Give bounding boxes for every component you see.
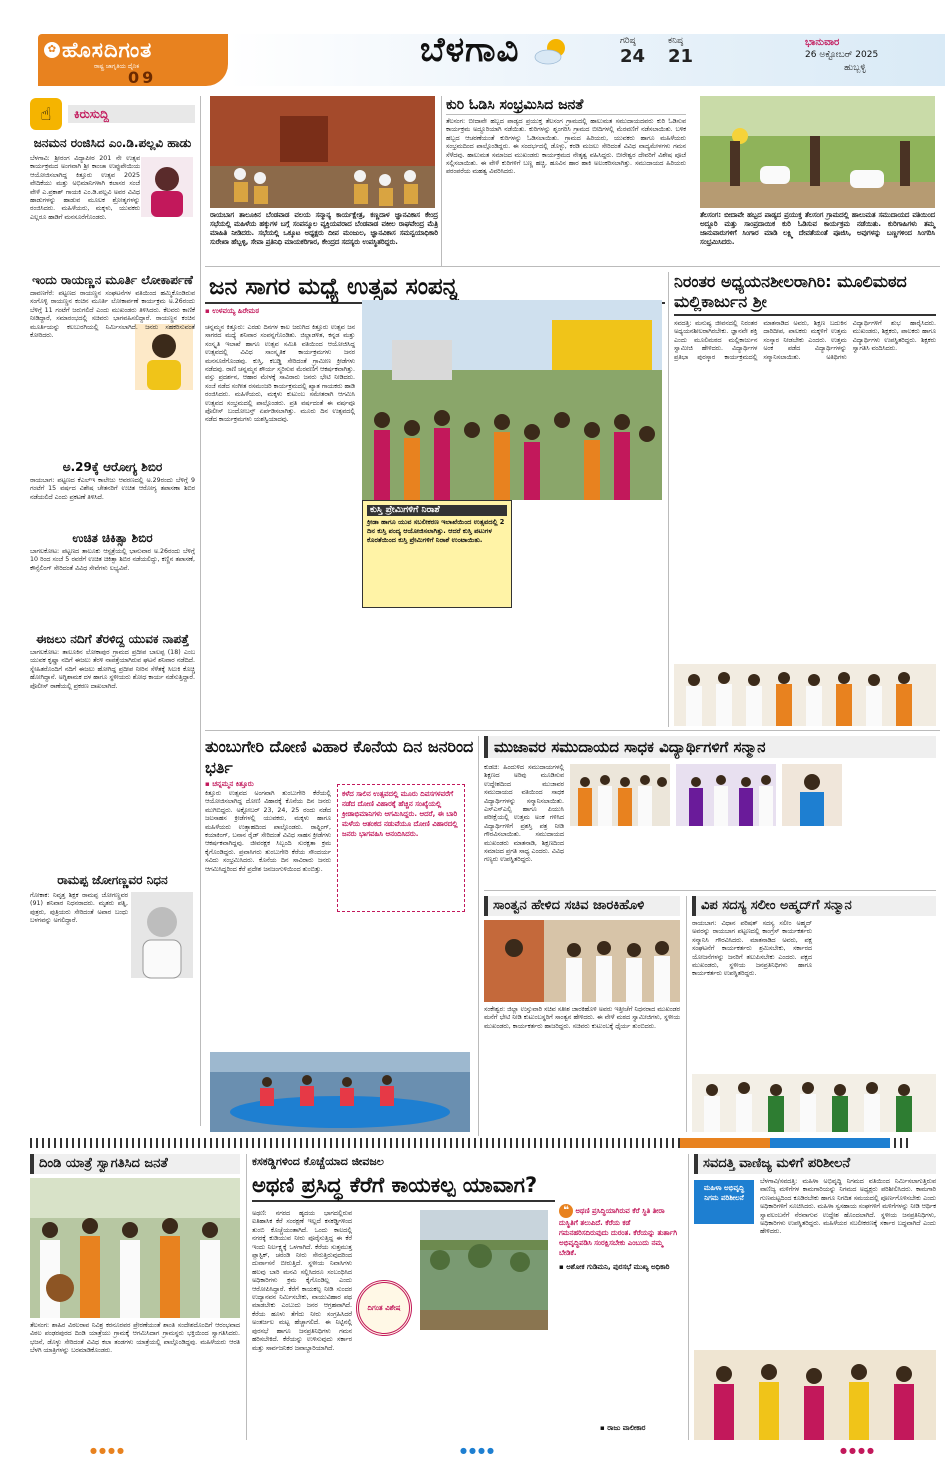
rafting-photo	[210, 1052, 470, 1132]
utsav-body-cont	[518, 502, 663, 718]
max-temp-label: ಗರಿಷ್ಠ	[620, 36, 636, 46]
story-body: ತೆಲಸಂಗ: ಬೀದಾವೇ ಹಬ್ಬದ ಪಾಡ್ಯದ ಪ್ರಯುಕ್ತ ತೆಲಸಂಗ ಗ್ರಾಮದಲ್ಲಿ ಹಾಲುಮತ ಸಮುದಾಯದವರು ಕುರಿ ಓಡಿಸುವ ಕಾರ್ಯಕ್ರಮ ಅದ್ದೂರಿಯಾಗಿ ನಡೆಯಿತು. ಕುರಿಗಳನ್ನು ಶೃಂಗರಿಸಿ ಗ್ರಾಮದ ಬೀದಿಗಳಲ್ಲಿ ಮೆರವಣಿಗೆ ನಡೆಸಲಾಯಿತು. ಬಳಿಕ ಹಬ್ಬದ ಆಚರಣೆಯಂತೆ ಕುರಿಗಳನ್ನು ಓಡಿಸಲಾಯಿತು. ಗ್ರಾಮದ ಹಿರಿಯರು, ಯುವಕರು ಹಾಗೂ ಮಹಿಳೆಯರು ಸಂಭ್ರಮದಿಂದ ಪಾಲ್ಗೊಂಡಿದ್ದರು. ಈ ಸಂದರ್ಭದಲ್ಲಿ ಡೊಳ್ಳು, ಕರಡಿ ಮಜಲು ಸೇರಿದಂತೆ ವಿವಿಧ ವಾದ್ಯಮೇಳಗಳು ಗಮನ ಸೆಳೆದವು. ಹಾಲುಮತ ಸಮಾಜದ ಮುಖಂಡರು ಕಾರ್ಯಕ್ರಮದ ನೇತೃತ್ವ ವಹಿಸಿದ್ದರು. ಬೀರೇಶ್ವರ ದೇವರಿಗೆ ವಿಶೇಷ ಪೂಜೆ ಸಲ್ಲಿಸಲಾಯಿತು. ಈ ವೇಳೆ ಕುರಿಗಳಿಗೆ ಬಣ್ಣ ಹಚ್ಚಿ, ಹೂವಿನ ಹಾರ ಹಾಕಿ ಅಲಂಕರಿಸಲಾಗಿತ್ತು. ಸಮುದಾಯದ ಹಿರಿಯರು ಪರಂಪರೆಯ ಮಹತ್ವ ವಿವರಿಸಿದರು.	[446, 118, 686, 176]
jarkiholi-story	[484, 896, 680, 916]
savadatti-body: ಬೆಳಗಾವಿ/ಸವದತ್ತಿ: ಮಹಿಳಾ ಅಭಿವೃದ್ಧಿ ನಿಗಮದ ವತಿಯಿಂದ ನಿರ್ಮಿಸಲಾಗುತ್ತಿರುವ ವಾಣಿಜ್ಯ ಮಳಿಗೆಗಳ ಕಾಮಗಾರಿಯನ್ನು ನಿಗಮದ ಅಧ್ಯಕ್ಷರು ಪರಿಶೀಲಿಸಿದರು. ಕಾಮಗಾರಿ ಗುಣಮಟ್ಟದಿಂದ ಕೂಡಿರಬೇಕು ಹಾಗೂ ನಿಗದಿತ ಸಮಯದಲ್ಲಿ ಪೂರ್ಣಗೊಳಿಸಬೇಕು ಎಂದು ಅಧಿಕಾರಿಗಳಿಗೆ ಸೂಚಿಸಿದರು. ಮಹಿಳಾ ಸ್ವಸಹಾಯ ಸಂಘಗಳಿಗೆ ಮಳಿಗೆಗಳನ್ನು ನೀಡಿ ಆರ್ಥಿಕ ಸ್ವಾವಲಂಬನೆಗೆ ನೆರವಾಗುವ ಉದ್ದೇಶ ಹೊಂದಲಾಗಿದೆ. ಸ್ಥಳೀಯ ಜನಪ್ರತಿನಿಧಿಗಳು, ಅಧಿಕಾರಿಗಳು ಉಪಸ್ಥಿತರಿದ್ದರು. ಮಹಿಳೆಯರ ಸಬಲೀಕರಣಕ್ಕೆ ಸರ್ಕಾರ ಬದ್ಧವಾಗಿದೆ ಎಂದು ಹೇಳಿದರು.	[760, 1178, 936, 1236]
wrestling-box	[362, 500, 512, 608]
news-body: ರಾಯಬಾಗ: ಪಟ್ಟಣದ ಕೆಎಲ್ಇ ಕಾಲೇಜು ಆವರಣದಲ್ಲಿ ಅ.29ರಂದು ಬೆಳಿಗ್ಗೆ 9 ಗಂಟೆಗೆ 15 ವರ್ಷದ ವಿಶೇಷ ಚೇತನರಿಗೆ ಉಚಿತ ಆರೋಗ್ಯ ತಪಾಸಣಾ ಶಿಬಿರ ನಡೆಯಲಿದೆ ಎಂದು ಪ್ರಕಟಣೆ ತಿಳಿಸಿದೆ.	[30, 477, 195, 501]
masthead	[0, 0, 945, 88]
news-body: ಬಾಗಲಕೋಟ: ಪಟ್ಟಣದ ತಾಲೂಕು ಆಸ್ಪತ್ರೆಯಲ್ಲಿ ಭಾನುವಾರ ಅ.26ರಂದು ಬೆಳಿಗ್ಗೆ 10 ರಿಂದ ಸಂಜೆ 5 ರವರೆಗೆ ಉಚಿತ ಚಿಕಿತ್ಸಾ ಶಿಬಿರ ನಡೆಯಲಿದ್ದು, ಕಣ್ಣಿನ ತಪಾಸಣೆ, ಕೌನ್ಸೆಲಿಂಗ್ ಸೇರಿದಂತೆ ವಿವಿಧ ಸೇವೆಗಳು ಲಭ್ಯವಿವೆ.	[30, 548, 195, 572]
brand-tagline: ರಾಷ್ಟ್ರ ಜಾಗೃತಿಯ ದೈನಿಕ	[94, 63, 140, 70]
edition: ಹುಬ್ಬಳ್ಳಿ	[844, 63, 866, 73]
athani-body-cont	[356, 1342, 546, 1440]
news-body: ಗೋಕಾಕ: ನಿವೃತ್ತ ಶಿಕ್ಷಕ ರಾಮಪ್ಪ ಜೋಗಣ್ಣವರ (91) ಶನಿವಾರ ನಿಧನರಾದರು. ಮೃತರು ಪತ್ನಿ, ಪುತ್ರರು, ಪುತ್ರಿಯರು ಸೇರಿದಂತೆ ಅಪಾರ ಬಂಧು ಬಳಗವನ್ನು ಅಗಲಿದ್ದಾರೆ.	[30, 892, 128, 925]
news-title: ಜನಮನ ರಂಜಿಸಿದ ಎಂ.ಡಿ.ಪಲ್ಲವಿ ಹಾಡು	[33, 136, 192, 150]
mujavar-photo-1	[570, 764, 670, 826]
column-divider	[246, 1154, 247, 1440]
mujavar-body-cont	[570, 830, 842, 884]
athani-body: ಅಥಣಿ: ನಗರದ ಹೃದಯ ಭಾಗದಲ್ಲಿರುವ ಐತಿಹಾಸಿಕ ಕೆರೆ ಸಂರಕ್ಷಣೆ ಇಲ್ಲದೆ ಕಸಕಡ್ಡಿಗಳಿಂದ ತುಂಬಿ ಕೊಚ್ಚೆಯಂತಾಗಿದೆ. ಒಂದು ಕಾಲದಲ್ಲಿ ನಗರಕ್ಕೆ ಕುಡಿಯುವ ನೀರು ಪೂರೈಸುತ್ತಿದ್ದ ಈ ಕೆರೆ ಇಂದು ನಿರ್ಲಕ್ಷ್ಯಕ್ಕೆ ಒಳಗಾಗಿದೆ. ಕೆರೆಯ ಸುತ್ತಮುತ್ತ ಪ್ಲಾಸ್ಟಿಕ್, ಚರಂಡಿ ನೀರು ಸೇರುತ್ತಿರುವುದರಿಂದ ದುರ್ವಾಸನೆ ಬೀರುತ್ತಿದೆ. ಸ್ಥಳೀಯ ನಿವಾಸಿಗಳು ಹಲವು ಬಾರಿ ಮನವಿ ಸಲ್ಲಿಸಿದರೂ ಸಂಬಂಧಿಸಿದ ಅಧಿಕಾರಿಗಳು ಕ್ರಮ ಕೈಗೊಂಡಿಲ್ಲ ಎಂದು ಆರೋಪಿಸಿದ್ದಾರೆ. ಕೆರೆಗೆ ಕಾಯಕಲ್ಪ ನೀಡಿ ಸುಂದರ ಉದ್ಯಾನವನ ನಿರ್ಮಿಸಬೇಕು, ವಾಯುವಿಹಾರ ಪಥ ಮಾಡಬೇಕು ಎಂಬುದು ಜನರ ಆಗ್ರಹವಾಗಿದೆ. ಕೆರೆಯ ಹೂಳು ತೆಗೆದು ನೀರು ಸಂಗ್ರಹಿಸಿದರೆ ಅಂತರ್ಜಲ ಮಟ್ಟ ಹೆಚ್ಚಾಗಲಿದೆ. ಈ ನಿಟ್ಟಿನಲ್ಲಿ ಪುರಸಭೆ ಹಾಗೂ ಜನಪ್ರತಿನಿಧಿಗಳು ಗಮನ ಹರಿಸಬೇಕಿದೆ. ಕೆರೆಯನ್ನು ಉಳಿಸುವುದು ಸರ್ಕಾರ ಮತ್ತು ಸಾರ್ವಜನಿಕರ ಜವಾಬ್ದಾರಿಯಾಗಿದೆ.	[252, 1210, 352, 1352]
reporter-name: ರಾಜು ವಾಲೀಕಾರ	[607, 1424, 646, 1432]
story-body: ಸವದತ್ತಿ: ಮನುಷ್ಯ ಜೀವನದಲ್ಲಿ ನಿರಂತರ ಅಧ್ಯಯನಶೀಲರಾಗಿರಬೇಕು. ಜ್ಞಾನವೇ ಶಕ್ತಿ ಎಂದು ಮೂಲಿಮಠದ ಮಲ್ಲಿಕಾರ್ಜುನ ಸ್ವಾಮೀಜಿ ಹೇಳಿದರು. ವಿದ್ಯಾರ್ಥಿಗಳ ಪ್ರತಿಭಾ ಪುರಸ್ಕಾರ ಕಾರ್ಯಕ್ರಮದಲ್ಲಿ ಮಾತನಾಡಿದ ಅವರು, ಶಿಕ್ಷಣ ಬದುಕಿನ ದಾರಿದೀಪ, ಪಾಲಕರು ಮಕ್ಕಳಿಗೆ ಉತ್ತಮ ಸಂಸ್ಕಾರ ನೀಡಬೇಕು ಎಂದರು. ಉತ್ತಮ ಅಂಕ ಪಡೆದ ವಿದ್ಯಾರ್ಥಿಗಳನ್ನು ಸನ್ಮಾನಿಸಲಾಯಿತು. ಅತಿಥಿಗಳು ವಿದ್ಯಾರ್ಥಿಗಳಿಗೆ ಶುಭ ಹಾರೈಸಿದರು. ಮುಖಂಡರು, ಶಿಕ್ಷಕರು, ಪಾಲಕರು ಹಾಗೂ ವಿದ್ಯಾರ್ಥಿಗಳು ಉಪಸ್ಥಿತರಿದ್ದರು. ಶಿಕ್ಷಕರು ಸ್ವಾಗತಿಸಿ ವಂದಿಸಿದರು.	[674, 320, 936, 361]
savadatti-story	[694, 1154, 936, 1174]
kirusuddi-header	[30, 96, 195, 132]
mujavar-photo-3	[782, 764, 842, 826]
story-title: ವಿಪ ಸದಸ್ಯ ಸಲೀಂ ಅಹ್ಮದ್‌ಗೆ ಸನ್ಮಾನ	[692, 896, 936, 916]
box-title: ಕುಸ್ತಿ ಪ್ರೇಮಿಗಳಿಗೆ ನಿರಾಶೆ	[367, 505, 507, 516]
dindi-caption: ತೆಲಸಂಗ: ಶಾಹಿರ ವಿಠಲರಾವ ನಿವಿಶ್ರ ಕರನೂರವರ ಪ್ರೇರಣೆಯಂತೆ ಶಾಂತಿ ಸಂದೇಶದೊಂದಿಗೆ ಆರಂಭವಾದ ವಿಠಲ ಪಂಢರಪುರದ ದಿಂಡಿ ಯಾತ್ರೆಯು ಗ್ರಾಮಕ್ಕೆ ಆಗಮಿಸಿದಾಗ ಗ್ರಾಮಸ್ಥರು ಭಕ್ತಿಯಿಂದ ಸ್ವಾಗತಿಸಿದರು. ಭಜನೆ, ಡೊಳ್ಳು ಸೇರಿದಂತೆ ವಿವಿಧ ಕಲಾ ತಂಡಗಳು ಯಾತ್ರೆಯಲ್ಲಿ ಪಾಲ್ಗೊಂಡಿದ್ದವು. ಮಹಿಳೆಯರು ಆರತಿ ಬೆಳಗಿ ಯಾತ್ರಿಗಳನ್ನು ಬರಮಾಡಿಕೊಂಡರು.	[30, 1322, 240, 1355]
min-temp-block	[668, 36, 693, 67]
news-title: ಅ.29ಕ್ಕೆ ಆರೋಗ್ಯ ಶಿಬಿರ	[62, 460, 163, 474]
column-divider	[688, 1154, 689, 1440]
kuri-story	[446, 96, 686, 268]
story-title: ಸವದತ್ತಿ ವಾಣಿಜ್ಯ ಮಳಿಗೆ ಪರಿಶೀಲನೆ	[694, 1154, 936, 1174]
news-item	[30, 888, 195, 998]
quote-attribution: ▪ ಅಶೋಕ ಗುಡಿಮನಿ, ಪುರಸಭೆ ಮುಖ್ಯ ಅಧಿಕಾರಿ	[559, 1263, 670, 1271]
dindi-photo	[30, 1178, 240, 1318]
story-title: ತುಂಬುಗೇರಿ ದೋಣಿ ವಿಹಾರ ಕೊನೆಯ ದಿನ ಜನರಿಂದ ಭರ್ತಿ	[205, 737, 474, 777]
story-title: ಸಾಂತ್ವನ ಹೇಳಿದ ಸಚಿವ ಜಾರಕಿಹೊಳಿ	[484, 896, 680, 916]
min-temp-label: ಕನಿಷ್ಠ	[668, 36, 684, 46]
story-title: ಅಥಣಿ ಪ್ರಸಿದ್ಧ ಕೆರೆಗೆ ಕಾಯಕಲ್ಪ ಯಾವಾಗ?	[252, 1170, 682, 1202]
news-body: ಬೆಳಗಾವಿ: ಶ್ರೀರಂಗ ವಿದ್ಯಾಪೀಠ 201 ನೇ ಉತ್ಸವ ಕಾರ್ಯಕ್ರಮದ ಅಂಗವಾಗಿ ಶ್ರೀ ಕಾಂಚಾ ಉಪ್ಪುಪೇಯಿಯ ಆಯೋಜಿಸಲಾಗಿದ್ದ ಕಿತ್ತೂರು ಉತ್ಸವ 2025 ವೇದಿಕೆಯು ಮತ್ತು ಅಭಿಮಾನಿಗಳಾಗಿ ಕಲಾಸರ ಸಂಜೆ ವೇಳೆ ಎ.ಪ್ರಕಾಶ್ ಗಾಯಕಿ ಎಂ.ಡಿ.ಪಲ್ಲವಿ ಅವರ ವಿವಿಧ ಹಾಡುಗಳನ್ನು ಹಾಡುವ ಮೂಲಕ ಶ್ರೋತೃಗಳನ್ನು ರಂಜಿಸಿದರು. ಮಹಿಳೆಯರು, ಮಕ್ಕಳು, ಯುವಕರು ಎಲ್ಲರೂ ಹಾಡಿಗೆ ಮನಸೂರೆಗೊಂಡರು.	[30, 155, 140, 221]
mujavar-story	[484, 736, 936, 758]
orange-bar	[680, 1138, 770, 1148]
story-byline: ▪ ಉಳವಯ್ಯ ಹಿರೇಮಠ	[205, 307, 260, 315]
row-divider	[205, 730, 940, 731]
kuri-photo	[700, 96, 935, 208]
story-title: ಮುಜಾವರ ಸಮುದಾಯದ ಸಾಧಕ ವಿದ್ಯಾರ್ಥಿಗಳಿಗೆ ಸನ್ಮಾನ	[484, 736, 936, 758]
color-registration-marks: ●●●●	[90, 1446, 126, 1455]
date-block	[805, 36, 935, 75]
box-body: ಕ್ರೀಡಾ ಹಾಗೂ ಯುವ ಸಬಲೀಕರಣ ಇಲಾಖೆಯಿಂದ ಉತ್ಸವದಲ್ಲಿ 2 ದಿನ ಕುಸ್ತಿ ಪಂದ್ಯ ಆಯೋಜಿಸಲಾಗಿತ್ತು. ಆದರೆ ಕುಸ್ತಿ ಪಟುಗಳ ಕೊರತೆಯಿಂದ ಕುಸ್ತಿ ಪ್ರೇಮಿಗಳಿಗೆ ನಿರಾಶೆ ಉಂಟಾಯಿತು.	[367, 518, 505, 544]
column-divider	[200, 96, 201, 1126]
boating-callout: ಕಳೆದ ಸಾಲಿನ ಉತ್ಸವದಲ್ಲಿ ಮೂರು ದಿವಸಗಳವರೆಗೆ ನಡೆದ ದೋಣಿ ವಿಹಾರಕ್ಕೆ ಹೆಚ್ಚಿನ ಸಂಖ್ಯೆಯಲ್ಲಿ ಕ್ರೀಡಾಭಿಮಾನಿಗಳು ಆಗಮಿಸಿದ್ದರು. ಆದರೆ, ಈ ಬಾರಿ ಮಳೆಯ ಆತಂಕದ ನಡುವೆಯೂ ದೋಣಿ ವಿಹಾರದಲ್ಲಿ ಜನರು ಭಾಗವಹಿಸಿ ಆನಂದಿಸಿದರು.	[337, 784, 465, 912]
saleem-story	[692, 896, 936, 916]
column-divider	[686, 896, 687, 1132]
crowd-photo	[362, 300, 662, 500]
quote-text: ಅಥಣಿ ಪ್ರಸಿದ್ಧಿಯಾಗಿರುವ ಕೆರೆ ಸ್ಥಿತಿ ತೀರಾ ದುಸ್ಥಿತಿಗೆ ತಲುಪಿದೆ. ಕೆರೆಯ ಕಡೆ ಗಮನಹರಿಸದಿರುವುದು ದುರಂತ. ಕೆರೆಯನ್ನು ತುರ್ತಾಗಿ ಅಭಿವೃದ್ಧಿಪಡಿಸಿ ಸಂರಕ್ಷಿಸಬೇಕು ಎಂಬುದು ನಮ್ಮ ಬೇಡಿಕೆ.	[559, 1207, 678, 1257]
athani-body-cont	[552, 1342, 682, 1422]
utsav-body-cont	[362, 614, 512, 722]
savadatti-photo	[694, 1350, 936, 1440]
kirusuddi-column	[30, 96, 195, 1126]
news-title: ಉಚಿತ ಚಿಕಿತ್ಸಾ ಶಿಬಿರ	[72, 531, 153, 545]
mallikarjun-story	[674, 272, 936, 660]
row-divider	[484, 890, 936, 891]
story-title: ನಿರಂತರ ಅಧ್ಯಯನಶೀಲರಾಗಿರಿ: ಮೂಲಿಮಠದ ಮಲ್ಲಿಕಾರ್ಜುನ ಶ್ರೀ	[674, 272, 936, 316]
story-title: ದಿಂಡಿ ಯಾತ್ರೆ ಸ್ವಾಗತಿಸಿದ ಜನತೆ	[30, 1154, 240, 1174]
max-temp: 24	[620, 46, 646, 67]
felicitation-photo	[674, 664, 936, 726]
lotus-icon: ✿	[44, 42, 60, 58]
meeting-photo	[210, 96, 435, 208]
athani-story	[252, 1154, 682, 1202]
news-title: ರಾಮಪ್ಪ ಜೋಗಣ್ಣವರ ನಿಧನ	[57, 873, 168, 887]
savadatti-badge: ಮಹಿಳಾ ಅಭಿವೃದ್ಧಿ ನಿಗಮ ಪರಿಶೀಲನೆ	[694, 1180, 754, 1224]
brand-logo	[38, 34, 228, 86]
tumbageri-story	[205, 736, 475, 789]
weather-sun-cloud-icon	[532, 36, 572, 66]
jarkiholi-photo	[484, 920, 680, 1002]
quote-by: ಅಶೋಕ ಗುಡಿಮನಿ, ಪುರಸಭೆ ಮುಖ್ಯ ಅಧಿಕಾರಿ	[566, 1263, 670, 1271]
quote-icon: ❝	[559, 1204, 573, 1218]
pointing-hand-icon: ☝	[30, 98, 62, 130]
saleem-photo	[692, 1074, 936, 1132]
color-registration-marks: ●●●●	[460, 1446, 496, 1455]
tumbageri-body: ಕಿತ್ತೂರು ಉತ್ಸವದ ಅಂಗವಾಗಿ ತುಂಬುಗೇರಿ ಕೆರೆಯಲ್ಲಿ ಆಯೋಜಿಸಲಾಗಿದ್ದ ದೋಣಿ ವಿಹಾರಕ್ಕೆ ಕೊನೆಯ ದಿನ ಜನರು ಮುಗಿಬಿದ್ದರು. ಅಕ್ಟೋಬರ್ 23, 24, 25 ರಂದು ನಡೆದ ಜಲಸಾಹಸ ಕ್ರೀಡೆಗಳಲ್ಲಿ ಯುವಕರು, ಮಕ್ಕಳು ಹಾಗೂ ಮಹಿಳೆಯರು ಉತ್ಸಾಹದಿಂದ ಪಾಲ್ಗೊಂಡರು. ರಾಫ್ಟಿಂಗ್, ಕಯಾಕಿಂಗ್, ಬನಾನ ರೈಡ್ ಸೇರಿದಂತೆ ವಿವಿಧ ಸಾಹಸ ಕ್ರೀಡೆಗಳು ಆಕರ್ಷಕವಾಗಿದ್ದವು. ಜೀವರಕ್ಷಕ ಸಿಬ್ಬಂದಿ ಸುರಕ್ಷತಾ ಕ್ರಮ ಕೈಗೊಂಡಿದ್ದರು. ಪ್ರವಾಸಿಗರು ತುಂಬುಗೇರಿ ಕೆರೆಯ ಸೌಂದರ್ಯ ಸವಿದು ಸಂಭ್ರಮಿಸಿದರು. ಕೊನೆಯ ದಿನ ಸಾವಿರಾರು ಜನರು ಆಗಮಿಸಿದ್ದರಿಂದ ಕೆರೆ ಪ್ರದೇಶ ಜನಜಂಗುಳಿಯಿಂದ ತುಂಬಿತ್ತು.	[205, 790, 331, 873]
city-name: ಬೆಳಗಾವಿ	[420, 30, 520, 70]
byline-name: ಚನ್ನಮ್ಮನ ಕಿತ್ತೂರು	[212, 780, 254, 788]
mujavar-photo-2	[676, 764, 776, 826]
quote-box	[555, 1200, 683, 1340]
weekday: ಭಾನುವಾರ	[805, 37, 840, 48]
kirusuddi-label: ಕಿರುಸುದ್ದಿ	[68, 105, 195, 123]
statue-photo	[135, 324, 193, 390]
color-registration-marks: ●●●●	[840, 1446, 876, 1455]
row-divider	[205, 266, 940, 267]
story-byline: ▪ ಚನ್ನಮ್ಮನ ಕಿತ್ತೂರು	[205, 780, 254, 788]
meeting-caption: ರಾಯಬಾಗ ತಾಲೂಕಿನ ಬೆಂಡವಾಡ ವಲಯ ಸನ್ಮಾನ್ಯ ಕಾರ್ಯಕ್ಷೇತ್ರ, ಕಣ್ಣದಾಳ ಜ್ಞಾನವಿಕಾಸ ಕೇಂದ್ರ ಸಭೆಯಲ್ಲಿ ಮಹಿಳೆಯ ಹಕ್ಕುಗಳ ಬಗ್ಗೆ ಸಂಪನ್ಮೂಲ ವ್ಯಕ್ತಿಯವರಾದ ಬೆಂಡವಾಡ ವಕೀಲ ರಾಘವೇಂದ್ರ ಮೆತ್ರಿ ಮಾಹಿತಿ ನೀಡಿದರು. ಸಭೆಯಲ್ಲಿ ಒಕ್ಕೂಟ ಅಧ್ಯಕ್ಷರು ದೀಪ ಮಂಜುಲ, ಜ್ಞಾನವಿಕಾಸ ಸಮನ್ವಯಾಧಿಕಾರಿ ಸುರೇಖಾ ಹೆಬ್ಬಳ್ಳಿ, ಸೇವಾ ಪ್ರತಿನಿಧಿ ಮಾಯಕರಿಗಾರ, ಕೇಂದ್ರದ ಸದಸ್ಯರು ಉಪಸ್ಥಿತರಿದ್ದರು.	[210, 211, 438, 246]
lake-photo	[420, 1210, 548, 1330]
tumbageri-body-cont	[337, 918, 467, 1048]
column-divider	[668, 272, 669, 727]
blue-bar	[770, 1138, 890, 1148]
story-title: ಕುರಿ ಓಡಿಸಿ ಸಂಭ್ರಮಿಸಿದ ಜನತೆ	[446, 96, 686, 115]
column-divider	[441, 96, 442, 266]
dindi-story	[30, 1154, 240, 1174]
byline-name: ಉಳವಯ್ಯ ಹಿರೇಮಠ	[212, 307, 260, 315]
saleem-body-cont	[818, 920, 936, 1070]
max-temp-block	[620, 36, 645, 67]
mujavar-body: ಕುಡಚಿ: ಹಿಂದುಳಿದ ಸಮುದಾಯಗಳಲ್ಲಿ ಶಿಕ್ಷಣದ ಅರಿವು ಮೂಡಿಸುವ ಉದ್ದೇಶದಿಂದ ಮುಜಾವರ ಸಮುದಾಯದ ವತಿಯಿಂದ ಸಾಧಕ ವಿದ್ಯಾರ್ಥಿಗಳನ್ನು ಸನ್ಮಾನಿಸಲಾಯಿತು. ಎಸ್ಎಸ್ಎಲ್ಸಿ ಹಾಗೂ ಪಿಯುಸಿ ಪರೀಕ್ಷೆಯಲ್ಲಿ ಉತ್ತಮ ಅಂಕ ಗಳಿಸಿದ ವಿದ್ಯಾರ್ಥಿಗಳಿಗೆ ಪ್ರಶಸ್ತಿ ಪತ್ರ ನೀಡಿ ಗೌರವಿಸಲಾಯಿತು. ಸಮುದಾಯದ ಮುಖಂಡರು ಮಾತನಾಡಿ, ಶಿಕ್ಷಣದಿಂದ ಸಮಾಜದ ಪ್ರಗತಿ ಸಾಧ್ಯ ಎಂದರು. ವಿವಿಧ ಗಣ್ಯರು ಉಪಸ್ಥಿತರಿದ್ದರು.	[484, 764, 564, 864]
singer-photo	[141, 157, 193, 217]
jarkiholi-body: ಸಂಕೇಶ್ವರ: ಜಿಲ್ಲಾ ಉಸ್ತುವಾರಿ ಸಚಿವ ಸತೀಶ ಜಾರಕಿಹೊಳಿ ಅವರು ಇತ್ತೀಚೆಗೆ ನಿಧನರಾದ ಮುಖಂಡರ ಮನೆಗೆ ಭೇಟಿ ನೀಡಿ ಕುಟುಂಬಸ್ಥರಿಗೆ ಸಾಂತ್ವನ ಹೇಳಿದರು. ಈ ವೇಳೆ ಮಠದ ಸ್ವಾಮೀಜಿಗಳು, ಸ್ಥಳೀಯ ಮುಖಂಡರು, ಕಾರ್ಯಕರ್ತರು ಹಾಜರಿದ್ದರು. ಸಚಿವರು ಕುಟುಂಬಕ್ಕೆ ಧೈರ್ಯ ತುಂಬಿದರು.	[484, 1006, 680, 1030]
kuri-caption: ತೆಲಸಂಗ: ಬೀದಾವೇ ಹಬ್ಬದ ಪಾಡ್ಯದ ಪ್ರಯುಕ್ತ ತೆಲಸಂಗ ಗ್ರಾಮದಲ್ಲಿ ಹಾಲುಮತ ಸಮುದಾಯದ ವತಿಯಿಂದ ಅದ್ದೂರಿ ಮತ್ತು ಸಾಂಪ್ರದಾಯಿಕ ಕುರಿ ಓಡಿಸುವ ಕಾರ್ಯಕ್ರಮ ನಡೆಯಿತು. ಕುರಿಗಾಹಿಗಳು ತಮ್ಮ ಜಾನುವಾರುಗಳಿಗೆ ಸಿಂಗಾರ ಮಾಡಿ ಲಕ್ಷ್ಮಿ ದೇವತೆಯಂತೆ ಪೂಜಿಸಿ, ಅವುಗಳನ್ನು ಬಣ್ಣಗಳಿಂದ ಸಿಂಗರಿಸಿ ಸಂಭ್ರಮಿಸಿದರು.	[700, 211, 935, 246]
news-item	[30, 288, 195, 460]
news-title: ಈಜಲು ನದಿಗೆ ತೆರಳಿದ್ದ ಯುವಕ ನಾಪತ್ತೆ	[36, 632, 189, 646]
savadatti-body-cont	[694, 1228, 936, 1346]
brand-name: ಹೊಸದಿಗಂತ	[62, 38, 153, 62]
utsav-body: ಚನ್ನಮ್ಮನ ಕಿತ್ತೂರು: ಎರಡು ದಿನಗಳ ಕಾಲ ಜರುಗಿದ ಕಿತ್ತೂರು ಉತ್ಸವ ಜನ ಸಾಗರದ ಮಧ್ಯೆ ಶನಿವಾರ ಸಂಪನ್ನಗೊಂಡಿತು. ಜಿಲ್ಲಾಡಳಿತ, ಕನ್ನಡ ಮತ್ತು ಸಂಸ್ಕೃತಿ ಇಲಾಖೆ ಹಾಗೂ ಉತ್ಸವ ಸಮಿತಿ ವತಿಯಿಂದ ಆಯೋಜಿಸಿದ್ದ ಉತ್ಸವದಲ್ಲಿ ವಿವಿಧ ಸಾಂಸ್ಕೃತಿಕ ಕಾರ್ಯಕ್ರಮಗಳು ಜನರ ಮನಸೂರೆಗೊಂಡವು. ಕುಸ್ತಿ, ಕಬಡ್ಡಿ ಸೇರಿದಂತೆ ಗ್ರಾಮೀಣ ಕ್ರೀಡೆಗಳು ನಡೆದವು. ರಾಣಿ ಚನ್ನಮ್ಮನ ಶೌರ್ಯ ಸ್ಮರಿಸುವ ಮೆರವಣಿಗೆ ಆಕರ್ಷಕವಾಗಿತ್ತು. ವಸ್ತು ಪ್ರದರ್ಶನ, ಆಹಾರ ಮೇಳಕ್ಕೆ ಸಾವಿರಾರು ಜನರು ಭೇಟಿ ನೀಡಿದರು. ಸಂಜೆ ನಡೆದ ಸಂಗೀತ ರಸಮಂಜರಿ ಕಾರ್ಯಕ್ರಮದಲ್ಲಿ ಖ್ಯಾತ ಗಾಯಕರು ಹಾಡಿ ರಂಜಿಸಿದರು. ಮಹಿಳೆಯರು, ಮಕ್ಕಳು ಕುಟುಂಬ ಸಮೇತರಾಗಿ ಆಗಮಿಸಿ ಉತ್ಸವದ ಸಂಭ್ರಮದಲ್ಲಿ ಪಾಲ್ಗೊಂಡರು. ಪ್ರತಿ ವರ್ಷದಂತೆ ಈ ವರ್ಷವೂ ಪೊಲೀಸ್ ಬಂದೋಬಸ್ತ್ ಏರ್ಪಡಿಸಲಾಗಿತ್ತು. ಮೂರು ದಿನ ಉತ್ಸವದಲ್ಲಿ ನಡೆದ ಕಾರ್ಯಕ್ರಮಗಳು ಯಶಸ್ವಿಯಾದವು.	[205, 324, 355, 424]
min-temp: 21	[668, 46, 694, 67]
mujavar-body-cont	[848, 764, 936, 884]
column-divider	[478, 736, 479, 1136]
story-title: ಜನ ಸಾಗರ ಮಧ್ಯೆ ಉತ್ಸವ ಸಂಪನ್ನ	[205, 272, 665, 304]
page-number: 09	[128, 68, 157, 87]
date: 26 ಅಕ್ಟೋಬರ್ 2025	[805, 50, 879, 60]
news-title: ಇಂದು ರಾಯಣ್ಣನ ಮೂರ್ತಿ ಲೋಕಾರ್ಪಣೆ	[32, 273, 193, 287]
news-item	[30, 151, 195, 273]
news-body: ಬಾಗಲಕೋಟ: ತಾಲೂಕಿನ ಲೋಕಾಪುರ ಗ್ರಾಮದ ಪ್ರದೀಪ ಬಾಲಪ್ಪ (18) ಎಂಬ ಯುವಕ ಕೃಷ್ಣಾ ನದಿಗೆ ಈಜಲು ತೆರಳಿ ನಾಪತ್ತೆಯಾಗಿರುವ ಘಟನೆ ಶನಿವಾರ ನಡೆದಿದೆ. ಸ್ನೇಹಿತರೊಂದಿಗೆ ನದಿಗೆ ಈಜಲು ಹೋಗಿದ್ದ ಪ್ರದೀಪ ನೀರಿನ ಸೆಳೆತಕ್ಕೆ ಸಿಲುಕಿ ಕೊಚ್ಚಿ ಹೋಗಿದ್ದಾನೆ. ಅಗ್ನಿಶಾಮಕ ದಳ ಹಾಗೂ ಸ್ಥಳೀಯರು ಶೋಧ ಕಾರ್ಯ ನಡೆಸುತ್ತಿದ್ದಾರೆ. ಪೊಲೀಸ್ ಠಾಣೆಯಲ್ಲಿ ಪ್ರಕರಣ ದಾಖಲಾಗಿದೆ.	[30, 649, 195, 690]
obituary-photo	[131, 892, 193, 978]
digant-vishesha-seal: ದಿಗಂತ ವಿಶೇಷ	[356, 1280, 412, 1336]
saleem-body: ರಾಯಬಾಗ: ವಿಧಾನ ಪರಿಷತ್ ಸದಸ್ಯ ಸಲೀಂ ಅಹ್ಮದ್ ಅವರನ್ನು ರಾಯಬಾಗ ಪಟ್ಟಣದಲ್ಲಿ ಕಾಂಗ್ರೆಸ್ ಕಾರ್ಯಕರ್ತರು ಸನ್ಮಾನಿಸಿ ಗೌರವಿಸಿದರು. ಮಾತನಾಡಿದ ಅವರು, ಪಕ್ಷ ಸಂಘಟನೆಗೆ ಕಾರ್ಯಕರ್ತರು ಶ್ರಮಿಸಬೇಕು, ಸರ್ಕಾರದ ಯೋಜನೆಗಳನ್ನು ಜನರಿಗೆ ತಲುಪಿಸಬೇಕು ಎಂದರು. ಪಕ್ಷದ ಮುಖಂಡರು, ಸ್ಥಳೀಯ ಜನಪ್ರತಿನಿಧಿಗಳು ಹಾಗೂ ಕಾರ್ಯಕರ್ತರು ಉಪಸ್ಥಿತರಿದ್ದರು.	[692, 920, 812, 978]
story-kicker: ಕಸಕಡ್ಡಿಗಳಿಂದ ಕೊಚ್ಚೆಯಾದ ಜೀವಜಲ	[252, 1155, 384, 1168]
news-body: ದಾವಣಗೆರೆ: ಪಟ್ಟಣದ ರಾಯಣ್ಣನ ಸಂಘಟನೆಗಳ ವತಿಯಿಂದ ಹಮ್ಮಿಕೊಂಡಿರುವ ಸಂಗೊಳ್ಳಿ ರಾಯಣ್ಣನ ಕಂಚಿನ ಮೂರ್ತಿ ಲೋಕಾರ್ಪಣೆ ಕಾರ್ಯಕ್ರಮ ಅ.26ರಂದು ಬೆಳಿಗ್ಗೆ 11 ಗಂಟೆಗೆ ಜರುಗಲಿದೆ ಎಂದು ಮುಖಂಡರು ತಿಳಿಸಿದರು. ಕೆಲವರು ಕಾಣಿಕೆ ನೀಡಿದ್ದಾರೆ, ಸಮಾರಂಭದಲ್ಲಿ ಸಚಿವರು ಭಾಗವಹಿಸಲಿದ್ದಾರೆ. ರಾಯಣ್ಣನ ಕಂಚಿನ ಮೂರ್ತಿಯನ್ನು ಕಲಬುರಗಿಯಲ್ಲಿ ನಿರ್ಮಿಸಲಾಗಿದೆ. ಜನರು ಸಹಕರಿಸುವಂತೆ ಕೋರಿದರು.	[30, 290, 195, 340]
reporter: ▪ ರಾಜು ವಾಲೀಕಾರ	[600, 1424, 646, 1432]
